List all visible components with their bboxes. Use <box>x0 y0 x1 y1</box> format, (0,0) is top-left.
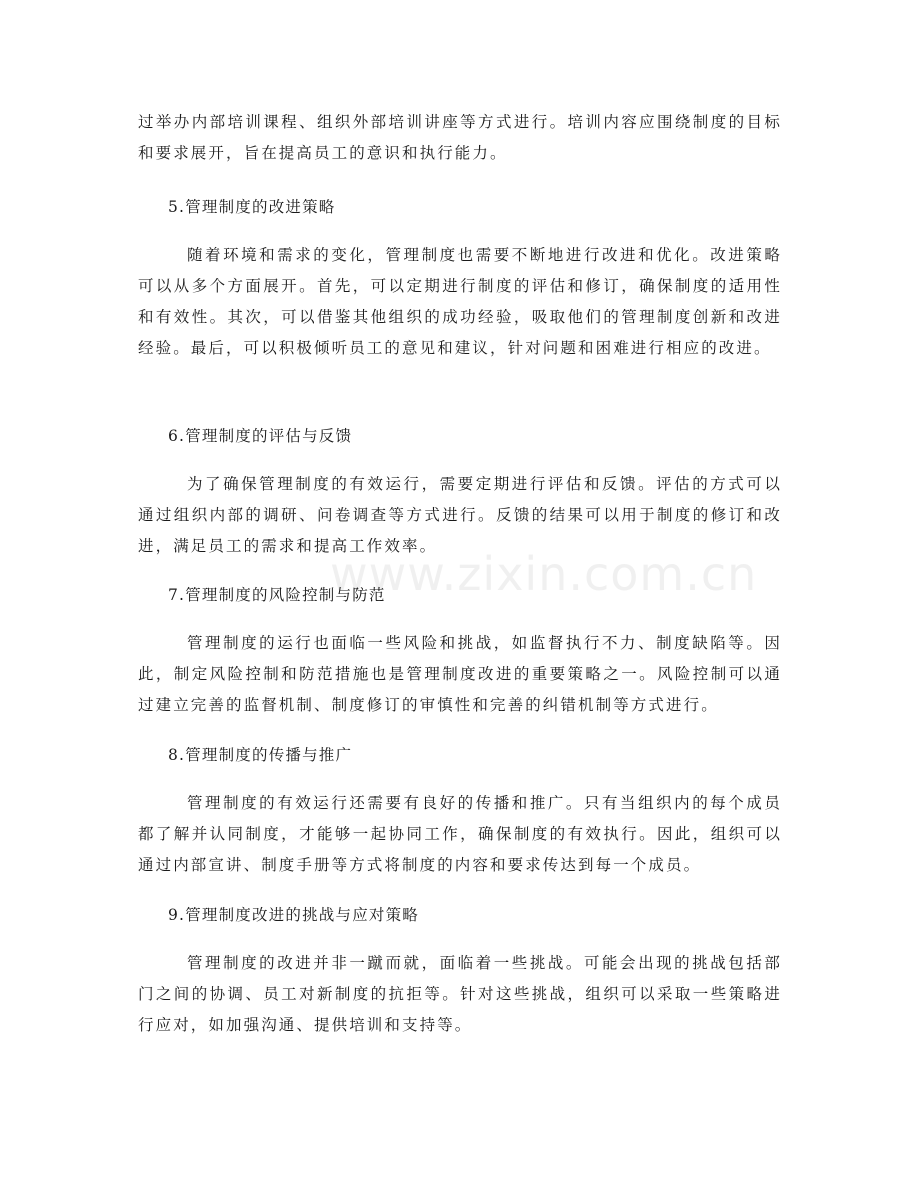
paragraph-improvement-strategy: 随着环境和需求的变化，管理制度也需要不断地进行改进和优化。改进策略可以从多个方面展开。首先，可以定期进行制度的评估和修订，确保制度的适用性和有效性。其次，可以借鉴其他组织的成功经验，吸取他们的管理制度创新和改进经验。最后，可以积极倾听员工的意见和建议，针对问题和困难进行相应的改进。 <box>138 246 782 357</box>
paragraph-training-continued: 过举办内部培训课程、组织外部培训讲座等方式进行。培训内容应围绕制度的目标和要求展开，旨在提高员工的意识和执行能力。 <box>138 113 782 162</box>
paragraph-risk-control: 管理制度的运行也面临一些风险和挑战，如监督执行不力、制度缺陷等。因此，制定风险控制和防范措施也是管理制度改进的重要策略之一。风险控制可以通过建立完善的监督机制、制度修订的审慎性和完善的纠错机制等方式进行。 <box>138 634 782 714</box>
heading-communication-promotion: 8.管理制度的传播与推广 <box>168 746 353 764</box>
heading-evaluation-feedback: 6.管理制度的评估与反馈 <box>168 427 353 445</box>
paragraph-challenges-responses: 管理制度的改进并非一蹴而就，面临着一些挑战。可能会出现的挑战包括部门之间的协调、员工对新制度的抗拒等。针对这些挑战，组织可以采取一些策略进行应对，如加强沟通、提供培训和支持等。 <box>138 954 782 1034</box>
paragraph-evaluation-feedback: 为了确保管理制度的有效运行，需要定期进行评估和反馈。评估的方式可以通过组织内部的调研、问卷调查等方式进行。反馈的结果可以用于制度的修订和改进，满足员工的需求和提高工作效率。 <box>138 475 782 555</box>
heading-risk-control: 7.管理制度的风险控制与防范 <box>168 586 386 604</box>
heading-improvement-strategy: 5.管理制度的改进策略 <box>168 198 336 216</box>
paragraph-communication-promotion: 管理制度的有效运行还需要有良好的传播和推广。只有当组织内的每个成员都了解并认同制度，才能够一起协同工作，确保制度的有效执行。因此，组织可以通过内部宣讲、制度手册等方式将制度的内容和要求传达到每一个成员。 <box>138 794 782 874</box>
heading-challenges-responses: 9.管理制度改进的挑战与应对策略 <box>168 906 419 924</box>
watermark: www.zixin.com.cn <box>330 547 758 601</box>
